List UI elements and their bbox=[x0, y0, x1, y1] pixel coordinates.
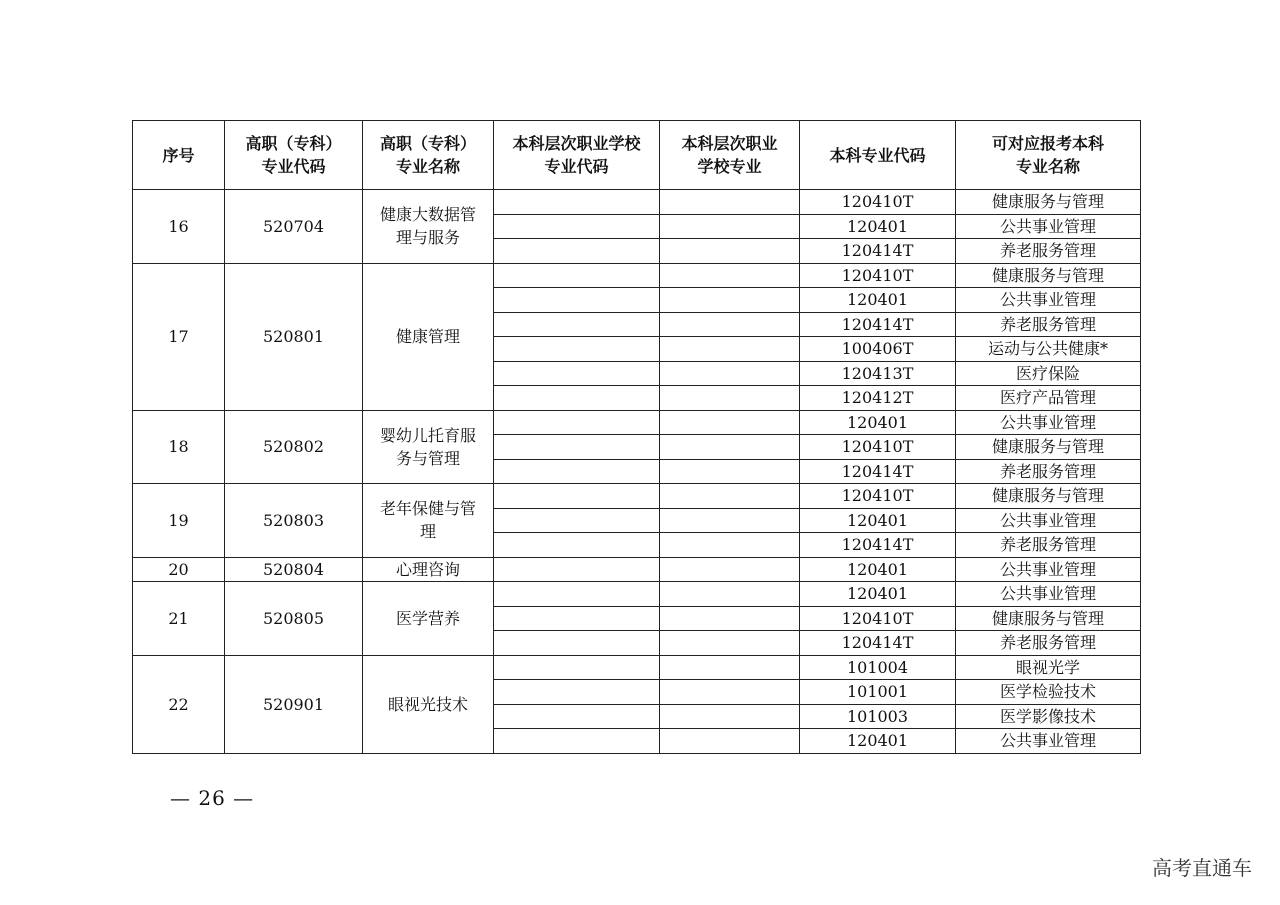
undergrad-vocational-major-cell bbox=[660, 704, 800, 729]
undergrad-name-cell: 健康服务与管理 bbox=[956, 484, 1141, 509]
table-row bbox=[133, 582, 1141, 607]
vocational-name-cell: 医学营养 bbox=[363, 582, 494, 656]
undergrad-code-cell: 101001 bbox=[800, 680, 956, 705]
undergrad-name-cell: 养老服务管理 bbox=[956, 239, 1141, 264]
seq-cell: 21 bbox=[133, 582, 225, 656]
undergrad-vocational-major-cell bbox=[660, 288, 800, 313]
undergrad-name-cell: 医疗保险 bbox=[956, 361, 1141, 386]
header-undergrad-vocational-major: 本科层次职业 学校专业 bbox=[660, 121, 800, 190]
undergrad-vocational-code-cell bbox=[494, 263, 660, 288]
vocational-name-cell: 健康大数据管 理与服务 bbox=[363, 190, 494, 264]
undergrad-vocational-code-cell bbox=[494, 606, 660, 631]
vocational-code-cell: 520704 bbox=[225, 190, 363, 264]
table-row bbox=[133, 557, 1141, 582]
vocational-name-cell: 老年保健与管 理 bbox=[363, 484, 494, 558]
undergrad-vocational-code-cell bbox=[494, 704, 660, 729]
undergrad-name-cell: 健康服务与管理 bbox=[956, 190, 1141, 215]
undergrad-vocational-major-cell bbox=[660, 459, 800, 484]
table-header-row bbox=[133, 121, 1141, 190]
undergrad-vocational-code-cell bbox=[494, 582, 660, 607]
undergrad-code-cell: 120410T bbox=[800, 606, 956, 631]
undergrad-name-cell: 公共事业管理 bbox=[956, 582, 1141, 607]
vocational-code-cell: 520801 bbox=[225, 263, 363, 410]
table-row bbox=[133, 655, 1141, 680]
vocational-name-cell: 眼视光技术 bbox=[363, 655, 494, 753]
undergrad-code-cell: 120401 bbox=[800, 557, 956, 582]
seq-cell: 17 bbox=[133, 263, 225, 410]
undergrad-vocational-code-cell bbox=[494, 288, 660, 313]
undergrad-vocational-major-cell bbox=[660, 582, 800, 607]
undergrad-vocational-major-cell bbox=[660, 410, 800, 435]
undergrad-vocational-code-cell bbox=[494, 631, 660, 656]
undergrad-name-cell: 公共事业管理 bbox=[956, 729, 1141, 754]
undergrad-vocational-major-cell bbox=[660, 680, 800, 705]
undergrad-vocational-code-cell bbox=[494, 190, 660, 215]
seq-cell: 22 bbox=[133, 655, 225, 753]
table-row bbox=[133, 263, 1141, 288]
undergrad-vocational-code-cell bbox=[494, 312, 660, 337]
major-mapping-table bbox=[132, 120, 1141, 754]
undergrad-code-cell: 101004 bbox=[800, 655, 956, 680]
undergrad-code-cell: 120401 bbox=[800, 508, 956, 533]
undergrad-vocational-major-cell bbox=[660, 214, 800, 239]
undergrad-vocational-code-cell bbox=[494, 386, 660, 411]
undergrad-code-cell: 120401 bbox=[800, 214, 956, 239]
header-vocational-code: 高职（专科） 专业代码 bbox=[225, 121, 363, 190]
vocational-name-cell: 心理咨询 bbox=[363, 557, 494, 582]
undergrad-code-cell: 120414T bbox=[800, 533, 956, 558]
undergrad-name-cell: 医疗产品管理 bbox=[956, 386, 1141, 411]
undergrad-code-cell: 101003 bbox=[800, 704, 956, 729]
undergrad-name-cell: 健康服务与管理 bbox=[956, 263, 1141, 288]
undergrad-code-cell: 120410T bbox=[800, 435, 956, 460]
undergrad-code-cell: 120410T bbox=[800, 484, 956, 509]
table-row bbox=[133, 410, 1141, 435]
seq-cell: 20 bbox=[133, 557, 225, 582]
undergrad-code-cell: 120401 bbox=[800, 288, 956, 313]
undergrad-code-cell: 120410T bbox=[800, 263, 956, 288]
undergrad-vocational-major-cell bbox=[660, 239, 800, 264]
undergrad-code-cell: 120401 bbox=[800, 410, 956, 435]
undergrad-name-cell: 养老服务管理 bbox=[956, 459, 1141, 484]
undergrad-vocational-major-cell bbox=[660, 533, 800, 558]
undergrad-code-cell: 120414T bbox=[800, 459, 956, 484]
undergrad-name-cell: 养老服务管理 bbox=[956, 533, 1141, 558]
undergrad-vocational-code-cell bbox=[494, 680, 660, 705]
undergrad-vocational-code-cell bbox=[494, 729, 660, 754]
undergrad-code-cell: 120401 bbox=[800, 729, 956, 754]
undergrad-vocational-code-cell bbox=[494, 239, 660, 264]
header-undergrad-code: 本科专业代码 bbox=[800, 121, 956, 190]
undergrad-vocational-major-cell bbox=[660, 312, 800, 337]
undergrad-vocational-code-cell bbox=[494, 214, 660, 239]
undergrad-vocational-major-cell bbox=[660, 631, 800, 656]
vocational-code-cell: 520803 bbox=[225, 484, 363, 558]
table-body bbox=[133, 190, 1141, 754]
undergrad-vocational-code-cell bbox=[494, 557, 660, 582]
undergrad-vocational-major-cell bbox=[660, 190, 800, 215]
undergrad-vocational-major-cell bbox=[660, 337, 800, 362]
undergrad-vocational-code-cell bbox=[494, 508, 660, 533]
header-seq: 序号 bbox=[133, 121, 225, 190]
undergrad-vocational-code-cell bbox=[494, 655, 660, 680]
undergrad-name-cell: 运动与公共健康* bbox=[956, 337, 1141, 362]
seq-cell: 19 bbox=[133, 484, 225, 558]
header-undergrad-name: 可对应报考本科 专业名称 bbox=[956, 121, 1141, 190]
undergrad-vocational-code-cell bbox=[494, 484, 660, 509]
undergrad-code-cell: 120414T bbox=[800, 312, 956, 337]
vocational-name-cell: 健康管理 bbox=[363, 263, 494, 410]
undergrad-vocational-major-cell bbox=[660, 729, 800, 754]
undergrad-name-cell: 健康服务与管理 bbox=[956, 435, 1141, 460]
undergrad-code-cell: 120414T bbox=[800, 239, 956, 264]
table-row bbox=[133, 190, 1141, 215]
undergrad-name-cell: 医学检验技术 bbox=[956, 680, 1141, 705]
seq-cell: 16 bbox=[133, 190, 225, 264]
undergrad-code-cell: 120413T bbox=[800, 361, 956, 386]
vocational-code-cell: 520802 bbox=[225, 410, 363, 484]
undergrad-code-cell: 120410T bbox=[800, 190, 956, 215]
undergrad-vocational-code-cell bbox=[494, 533, 660, 558]
watermark-text: 高考直通车 bbox=[1152, 856, 1252, 880]
table-row bbox=[133, 484, 1141, 509]
undergrad-name-cell: 养老服务管理 bbox=[956, 312, 1141, 337]
undergrad-name-cell: 公共事业管理 bbox=[956, 214, 1141, 239]
undergrad-name-cell: 医学影像技术 bbox=[956, 704, 1141, 729]
header-undergrad-vocational-code: 本科层次职业学校 专业代码 bbox=[494, 121, 660, 190]
undergrad-name-cell: 养老服务管理 bbox=[956, 631, 1141, 656]
undergrad-code-cell: 120414T bbox=[800, 631, 956, 656]
undergrad-vocational-major-cell bbox=[660, 263, 800, 288]
vocational-name-cell: 婴幼儿托育服 务与管理 bbox=[363, 410, 494, 484]
undergrad-vocational-major-cell bbox=[660, 655, 800, 680]
vocational-code-cell: 520901 bbox=[225, 655, 363, 753]
undergrad-vocational-code-cell bbox=[494, 459, 660, 484]
undergrad-code-cell: 120412T bbox=[800, 386, 956, 411]
page-number: — 26 — bbox=[170, 786, 255, 810]
undergrad-vocational-major-cell bbox=[660, 606, 800, 631]
undergrad-vocational-major-cell bbox=[660, 508, 800, 533]
undergrad-code-cell: 100406T bbox=[800, 337, 956, 362]
undergrad-vocational-major-cell bbox=[660, 435, 800, 460]
undergrad-vocational-code-cell bbox=[494, 435, 660, 460]
header-vocational-name: 高职（专科） 专业名称 bbox=[363, 121, 494, 190]
undergrad-name-cell: 公共事业管理 bbox=[956, 508, 1141, 533]
undergrad-vocational-major-cell bbox=[660, 361, 800, 386]
undergrad-name-cell: 公共事业管理 bbox=[956, 288, 1141, 313]
undergrad-vocational-major-cell bbox=[660, 484, 800, 509]
undergrad-name-cell: 公共事业管理 bbox=[956, 557, 1141, 582]
undergrad-name-cell: 眼视光学 bbox=[956, 655, 1141, 680]
seq-cell: 18 bbox=[133, 410, 225, 484]
vocational-code-cell: 520805 bbox=[225, 582, 363, 656]
undergrad-vocational-major-cell bbox=[660, 386, 800, 411]
undergrad-vocational-code-cell bbox=[494, 410, 660, 435]
undergrad-vocational-code-cell bbox=[494, 337, 660, 362]
undergrad-name-cell: 健康服务与管理 bbox=[956, 606, 1141, 631]
undergrad-vocational-major-cell bbox=[660, 557, 800, 582]
undergrad-vocational-code-cell bbox=[494, 361, 660, 386]
vocational-code-cell: 520804 bbox=[225, 557, 363, 582]
undergrad-name-cell: 公共事业管理 bbox=[956, 410, 1141, 435]
undergrad-code-cell: 120401 bbox=[800, 582, 956, 607]
